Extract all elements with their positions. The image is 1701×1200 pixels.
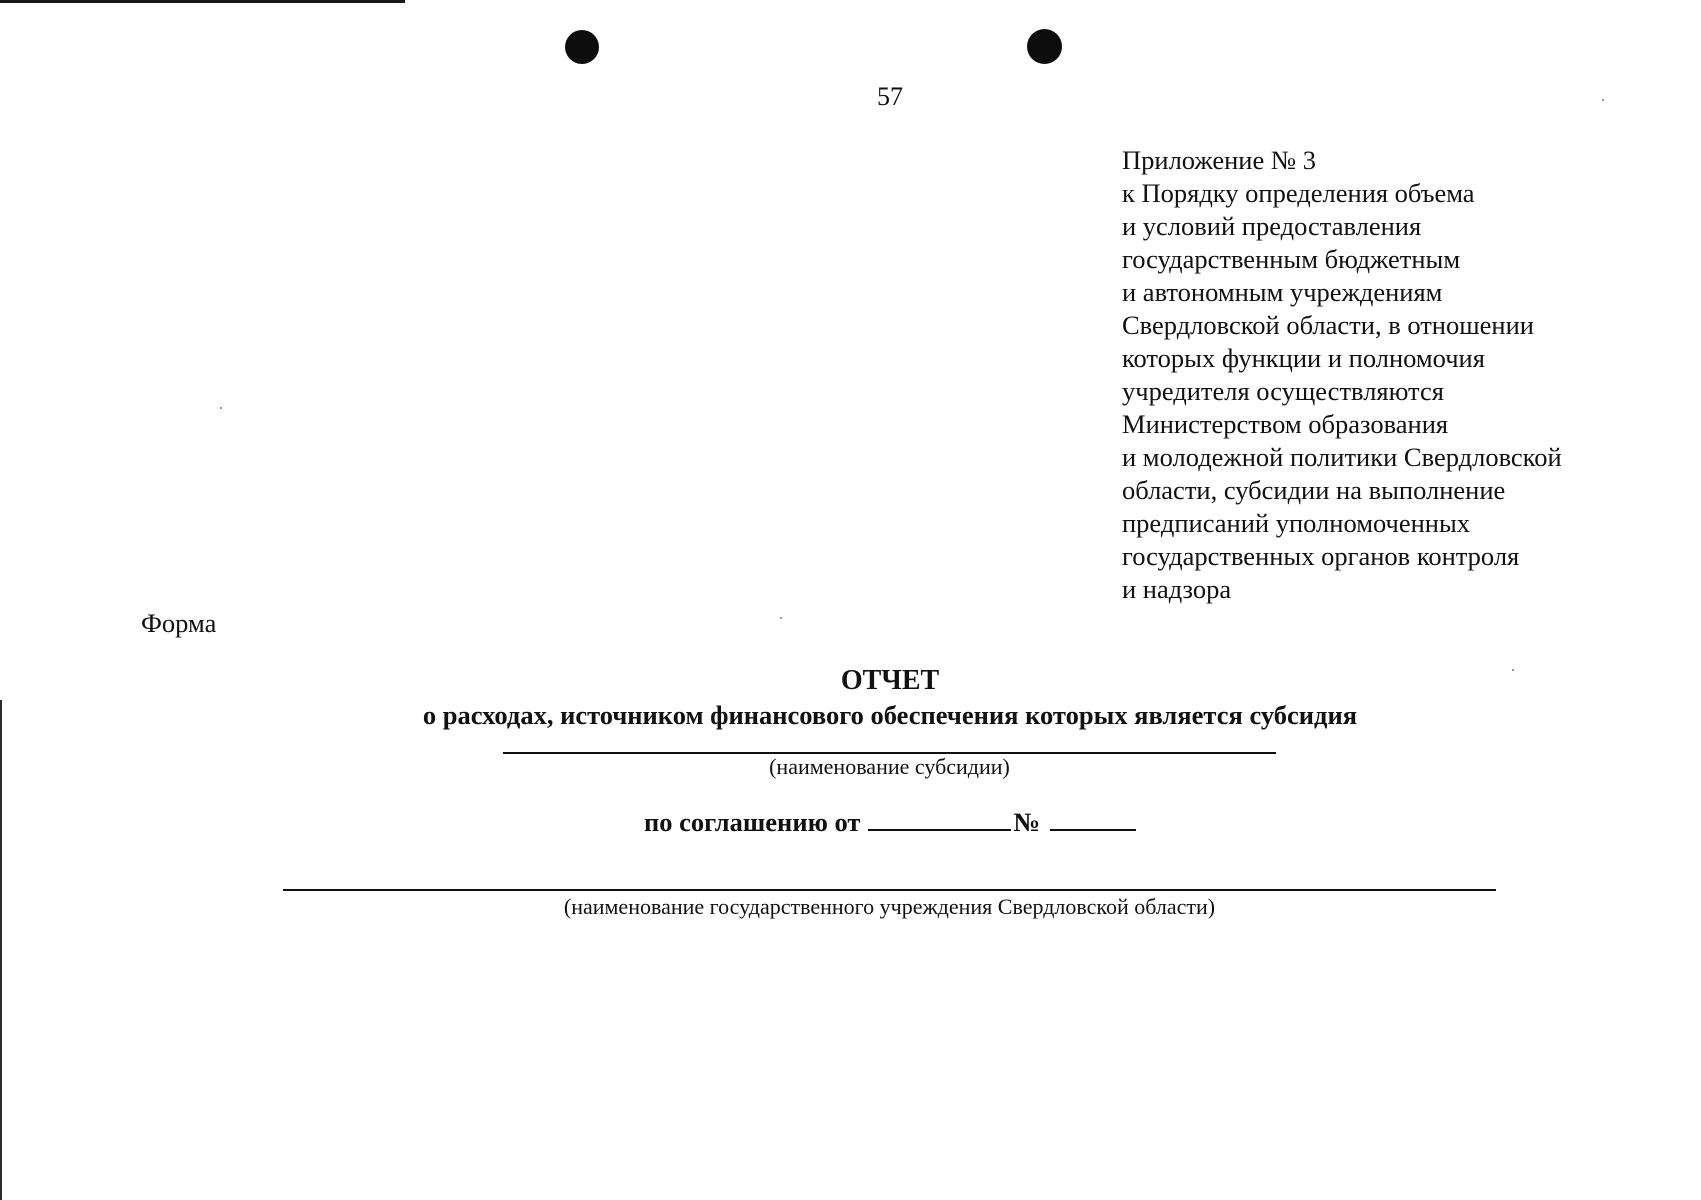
scan-edge-left bbox=[0, 700, 2, 1200]
appendix-line: Приложение № 3 bbox=[1122, 145, 1317, 175]
subsidy-caption: (наименование субсидии) bbox=[769, 754, 1010, 779]
report-subtitle: о расходах, источником финансового обеспечения которых является субсидия bbox=[422, 700, 1358, 730]
agreement-line bbox=[0, 807, 1701, 838]
agreement-date-blank bbox=[868, 809, 1011, 831]
appendix-line: и автономным учреждениям bbox=[1122, 277, 1443, 307]
scan-edge-top bbox=[0, 0, 405, 3]
scan-speck bbox=[780, 617, 782, 619]
report-title: ОТЧЕТ bbox=[840, 665, 940, 696]
scan-speck bbox=[220, 407, 222, 409]
appendix-line: и молодежной политики Свердловской bbox=[1122, 442, 1562, 472]
appendix-block bbox=[1122, 144, 1662, 606]
page-number: 57 bbox=[877, 82, 903, 111]
agreement-number-blank bbox=[1050, 809, 1136, 831]
appendix-line: учредителя осуществляются bbox=[1122, 376, 1444, 406]
scan-speck bbox=[1602, 99, 1604, 101]
appendix-line: Свердловской области, в отношении bbox=[1122, 310, 1534, 340]
punch-hole-left bbox=[565, 30, 599, 64]
agreement-number-sign: № bbox=[1013, 807, 1041, 837]
punch-hole-right bbox=[1027, 29, 1062, 64]
appendix-line: которых функции и полномочия bbox=[1122, 343, 1485, 373]
form-label: Форма bbox=[141, 608, 217, 638]
appendix-line: области, субсидии на выполнение bbox=[1122, 475, 1506, 505]
appendix-line: предписаний уполномоченных bbox=[1122, 508, 1471, 538]
appendix-line: государственных органов контроля bbox=[1122, 541, 1520, 571]
institution-name-line bbox=[283, 889, 1496, 891]
institution-caption: (наименование государственного учреждения Свердловской области) bbox=[563, 894, 1216, 919]
appendix-line: и надзора bbox=[1122, 574, 1232, 604]
appendix-line: и условий предоставления bbox=[1122, 211, 1422, 241]
appendix-line: Министерством образования bbox=[1122, 409, 1449, 439]
appendix-line: государственным бюджетным bbox=[1122, 244, 1461, 274]
agreement-prefix: по соглашению от bbox=[643, 807, 861, 837]
appendix-line: к Порядку определения объема bbox=[1122, 178, 1475, 208]
